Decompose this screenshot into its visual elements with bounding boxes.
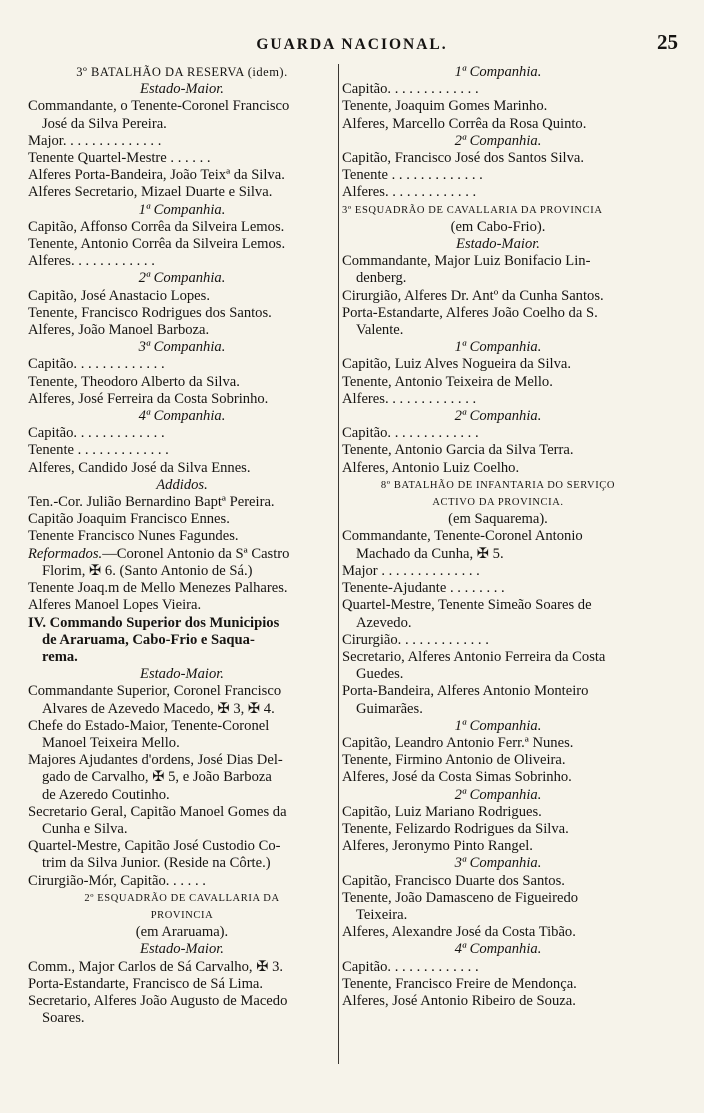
roster-line: denberg.: [356, 270, 407, 287]
roster-line: Cunha e Silva.: [42, 820, 128, 837]
right-column: [342, 64, 654, 1010]
roster-line: Tenente Joaq.m de Mello Menezes Palhares.: [28, 580, 288, 597]
section-heading: Estado-Maior.: [140, 666, 224, 683]
roster-line: Commandante, o Tenente-Coronel Francisco: [28, 98, 290, 115]
unit-heading: IV. Commando Superior dos Municipios: [28, 614, 280, 631]
roster-line: Major . . . . . . . . . . . . . .: [342, 562, 480, 579]
roster-line: Capitão, Affonso Corrêa da Silveira Lemos.: [28, 218, 285, 235]
roster-line: Alferes Manoel Lopes Vieira.: [28, 597, 202, 614]
page-number: 25: [657, 30, 678, 54]
roster-line: Alferes, Candido José da Silva Ennes.: [28, 459, 251, 476]
roster-line: Tenente, Antonio Corrêa da Silveira Lemos.: [28, 236, 286, 253]
roster-line: (em Saquarema).: [448, 511, 548, 528]
unit-heading: PROVINCIA: [150, 909, 214, 921]
roster-line: Alferes, Jeronymo Pinto Rangel.: [342, 838, 533, 855]
roster-line: gado de Carvalho, ✠ 5, e João Barboza: [42, 769, 272, 786]
roster-line: Chefe do Estado-Maior, Tenente-Coronel: [28, 717, 270, 734]
roster-line: Capitão, José Anastacio Lopes.: [28, 287, 210, 304]
section-heading: Addidos.: [156, 476, 208, 493]
section-heading: 2ª Companhia.: [138, 270, 226, 287]
roster-line: Secretario, Alferes Antonio Ferreira da Costa: [342, 648, 606, 665]
roster-line: Tenente . . . . . . . . . . . . .: [342, 167, 483, 184]
roster-line: Alferes, José Ferreira da Costa Sobrinho.: [28, 390, 269, 407]
roster-line: Cirurgião, Alferes Dr. Antº da Cunha Santos.: [342, 287, 604, 304]
roster-line: Capitão, Luiz Mariano Rodrigues.: [342, 803, 542, 820]
roster-line: (em Cabo-Frio).: [450, 218, 546, 235]
unit-heading: 3º ESQUADRÃO DE CAVALLARIA DA PROVINCIA: [342, 204, 603, 216]
unit-heading: 8º BATALHÃO DE INFANTARIA DO SERVIÇO: [380, 479, 616, 491]
roster-line: Alferes, Alexandre José da Costa Tibão.: [342, 924, 576, 941]
roster-line: Tenente . . . . . . . . . . . . .: [28, 442, 169, 459]
roster-line: Ten.-Cor. Julião Bernardino Baptª Pereira.: [28, 494, 275, 511]
roster-line: Azevedo.: [356, 614, 412, 631]
roster-line: trim da Silva Junior. (Reside na Côrte.): [42, 855, 271, 872]
roster-line: Alferes. . . . . . . . . . . . .: [342, 390, 477, 407]
roster-line: Capitão. . . . . . . . . . . . .: [342, 958, 479, 975]
roster-line: Tenente, Antonio Teixeira de Mello.: [342, 373, 553, 390]
roster-line: Tenente, Firmino Antonio de Oliveira.: [342, 752, 566, 769]
roster-line: Alferes, Antonio Luiz Coelho.: [342, 459, 520, 476]
unit-heading: rema.: [42, 648, 78, 665]
section-heading: 2ª Companhia.: [454, 408, 542, 425]
unit-heading: 3º BATALHÃO DA RESERVA (idem).: [76, 65, 288, 79]
roster-line: Alferes Porta-Bandeira, João Teixª da Silva.: [28, 167, 285, 184]
column-divider: [338, 64, 340, 1064]
section-heading: 1ª Companhia.: [454, 717, 542, 734]
roster-line: Alferes, José Antonio Ribeiro de Souza.: [342, 992, 576, 1009]
section-heading: Estado-Maior.: [456, 236, 540, 253]
roster-line: Tenente, Felizardo Rodrigues da Silva.: [342, 820, 569, 837]
roster-line: Alvares de Azevedo Macedo, ✠ 3, ✠ 4.: [42, 700, 275, 717]
roster-line: Reformados.—Coronel Antonio da Sª Castro: [28, 545, 290, 562]
roster-line: de Azeredo Coutinho.: [42, 786, 170, 803]
roster-line: Capitão, Luiz Alves Nogueira da Silva.: [342, 356, 571, 373]
roster-line: Tenente, Francisco Freire de Mendonça.: [342, 975, 577, 992]
roster-line: Capitão Joaquim Francisco Ennes.: [28, 511, 230, 528]
roster-line: Tenente, Joaquim Gomes Marinho.: [342, 98, 548, 115]
roster-line: Major. . . . . . . . . . . . . .: [28, 132, 162, 149]
section-heading: 1ª Companhia.: [454, 339, 542, 356]
roster-line: Florim, ✠ 6. (Santo Antonio de Sá.): [42, 562, 253, 579]
roster-line: Alferes. . . . . . . . . . . . .: [342, 184, 477, 201]
running-title: GUARDA NACIONAL.: [256, 36, 448, 53]
roster-line: Tenente, Francisco Rodrigues dos Santos.: [28, 304, 272, 321]
roster-line: Cirurgião-Mór, Capitão. . . . . .: [28, 872, 206, 889]
roster-line: Commandante, Major Luiz Bonifacio Lin-: [342, 253, 591, 270]
roster-line: Majores Ajudantes d'ordens, José Dias Del-: [28, 752, 283, 769]
unit-heading: ACTIVO DA PROVINCIA.: [432, 497, 564, 509]
section-heading: 4ª Companhia.: [454, 941, 542, 958]
section-heading: 1ª Companhia.: [454, 64, 542, 80]
roster-line: Porta-Estandarte, Alferes João Coelho da S.: [342, 304, 598, 321]
roster-line: Guimarães.: [356, 700, 423, 717]
roster-line: Alferes, Marcello Corrêa da Rosa Quinto.: [342, 115, 587, 132]
section-heading: Estado-Maior.: [140, 941, 224, 958]
roster-line: Capitão. . . . . . . . . . . . .: [342, 425, 479, 442]
roster-line: Alferes Secretario, Mizael Duarte e Silva.: [28, 184, 273, 201]
roster-line: Tenente-Ajudante . . . . . . . .: [342, 580, 505, 597]
roster-line: Quartel-Mestre, Capitão José Custodio Co-: [28, 838, 281, 855]
section-heading: Estado-Maior.: [140, 81, 224, 98]
roster-line: Porta-Estandarte, Francisco de Sá Lima.: [28, 975, 264, 992]
roster-line: Capitão, Francisco José dos Santos Silva.: [342, 150, 584, 167]
roster-line: Machado da Cunha, ✠ 5.: [356, 545, 504, 562]
unit-heading: 2º ESQUADRÃO DE CAVALLARIA DA: [84, 892, 280, 904]
roster-line: Manoel Teixeira Mello.: [42, 734, 180, 751]
section-heading: 2ª Companhia.: [454, 132, 542, 149]
roster-line: Commandante, Tenente-Coronel Antonio: [342, 528, 583, 545]
roster-line: Capitão, Leandro Antonio Ferr.ª Nunes.: [342, 734, 574, 751]
roster-line: Tenente, Theodoro Alberto da Silva.: [28, 373, 240, 390]
roster-line: Secretario Geral, Capitão Manoel Gomes da: [28, 803, 287, 820]
section-heading: 3ª Companhia.: [138, 339, 226, 356]
left-column: [28, 64, 336, 1027]
roster-line: Capitão. . . . . . . . . . . . .: [28, 425, 165, 442]
roster-line: Tenente, João Damasceno de Figueiredo: [342, 889, 579, 906]
roster-line: Alferes, João Manoel Barboza.: [28, 322, 210, 339]
roster-line: Guedes.: [356, 666, 404, 683]
roster-line: Tenente Francisco Nunes Fagundes.: [28, 528, 239, 545]
page-header: [0, 30, 704, 60]
roster-line: Capitão. . . . . . . . . . . . .: [342, 81, 479, 98]
roster-line: (em Araruama).: [135, 924, 229, 941]
roster-line: Capitão. . . . . . . . . . . . .: [28, 356, 165, 373]
roster-line: Tenente, Antonio Garcia da Silva Terra.: [342, 442, 574, 459]
section-heading: 3ª Companhia.: [454, 855, 542, 872]
roster-line: José da Silva Pereira.: [42, 115, 167, 132]
roster-line: Cirurgião. . . . . . . . . . . . .: [342, 631, 489, 648]
section-heading: 2ª Companhia.: [454, 786, 542, 803]
roster-line: Alferes. . . . . . . . . . . .: [28, 253, 155, 270]
unit-heading: de Araruama, Cabo-Frio e Saqua-: [42, 631, 255, 648]
section-heading: 1ª Companhia.: [138, 201, 226, 218]
roster-line: Teixeira.: [356, 906, 408, 923]
roster-line: Tenente Quartel-Mestre . . . . . .: [28, 150, 211, 167]
roster-line: Porta-Bandeira, Alferes Antonio Monteiro: [342, 683, 589, 700]
roster-line: Comm., Major Carlos de Sá Carvalho, ✠ 3.: [28, 958, 284, 975]
roster-line: Valente.: [356, 322, 404, 339]
roster-line: Capitão, Francisco Duarte dos Santos.: [342, 872, 565, 889]
section-heading: 4ª Companhia.: [138, 408, 226, 425]
roster-line: Soares.: [42, 1010, 85, 1027]
roster-line: Secretario, Alferes João Augusto de Macedo: [28, 992, 288, 1009]
roster-line: Quartel-Mestre, Tenente Simeão Soares de: [342, 597, 592, 614]
roster-line: Commandante Superior, Coronel Francisco: [28, 683, 282, 700]
roster-line: Alferes, José da Costa Simas Sobrinho.: [342, 769, 572, 786]
